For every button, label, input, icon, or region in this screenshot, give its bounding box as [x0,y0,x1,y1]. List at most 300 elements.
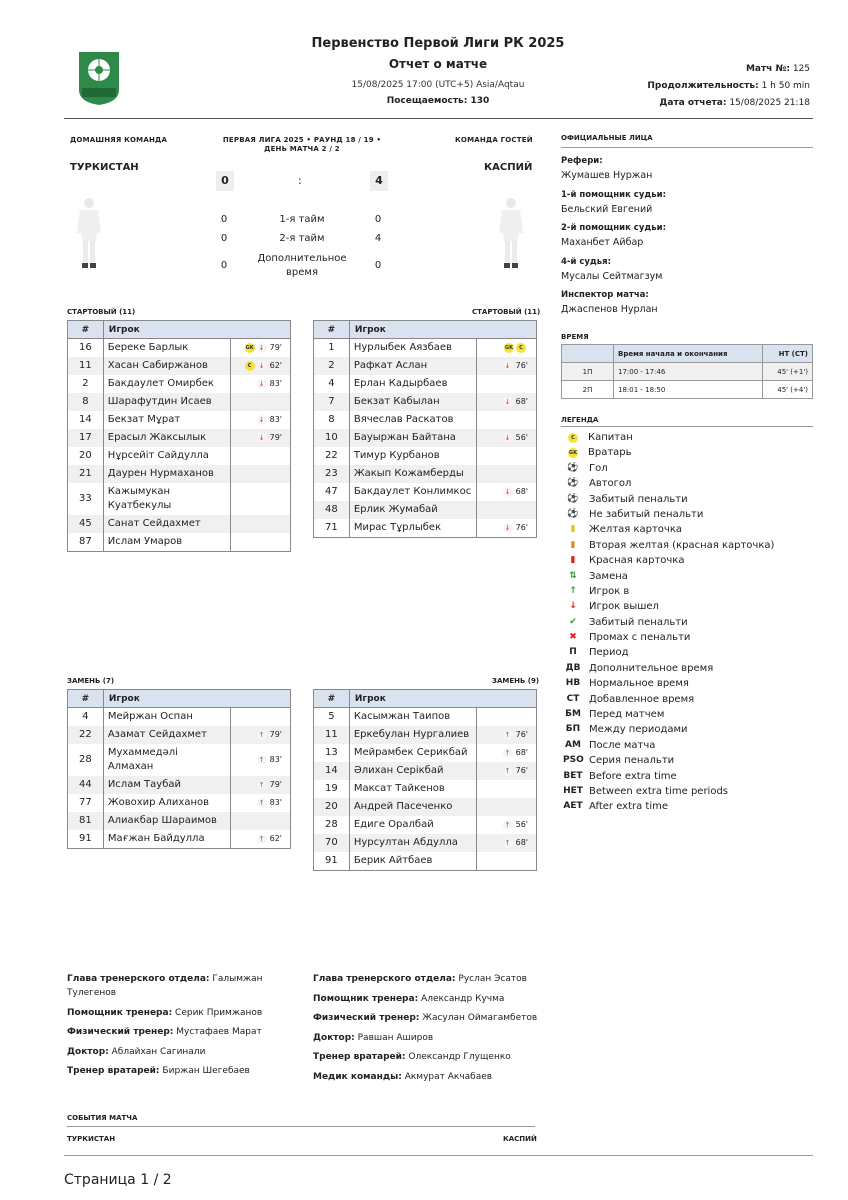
player-number: 48 [314,501,350,519]
legend-abbr: БМ [565,709,581,720]
time-row: 2П 18:01 - 18:50 45' (+4') [562,381,813,399]
legend-label: Before extra time [589,770,677,782]
legend-item [563,784,774,799]
player-events [477,762,537,780]
staff-role: Физический тренер: [313,1013,420,1023]
player-row [68,830,291,849]
legend-item [563,445,774,460]
player-row [314,726,537,744]
player-name: Еркебулан Нургалиев [349,726,476,744]
player-name: Тимур Курбанов [349,447,476,465]
staff-role: Медик команды: [313,1071,402,1082]
player-name: Андрей Пасеченко [349,798,476,816]
sub-minute: 56' [515,433,528,442]
player-number: 81 [68,812,104,830]
player-number: 70 [314,834,350,852]
legend-symbol-icon: ▮ [570,539,576,550]
player-name: Әлихан Серікбай [349,762,476,780]
home-starting-label: СТАРТОВЫЙ (11) [67,308,136,316]
period-2-label: 2-я тайм [279,233,325,244]
legend-abbr: БП [565,724,581,735]
staff-member [313,972,543,986]
player-events [477,339,537,358]
legend-label: Игрок в [589,585,630,597]
player-name: Шарафутдин Исаев [103,393,230,411]
player-row [68,794,291,812]
player-number: 14 [68,411,104,429]
legend-item [563,676,774,691]
player-number: 47 [314,483,350,501]
player-row [68,429,291,447]
player-row [68,375,291,393]
player-name: Ислам Умаров [103,533,230,552]
player-name: Кажымукан Куатбекулы [103,483,230,515]
away-starting-label: СТАРТОВЫЙ (11) [472,308,541,316]
report-subtitle: Отчет о матче [388,57,488,71]
legend-item [563,692,774,707]
legend-symbol-icon: ▮ [570,555,576,566]
legend-item [563,799,774,814]
player-number: 8 [314,411,350,429]
away-subs-label: ЗАМЕНЬ (9) [492,677,540,685]
player-name: Нурсултан Абдулла [349,834,476,852]
player-name: Ерасыл Жаксылык [103,429,230,447]
player-name: Бакдаулет Конлимкос [349,483,476,501]
player-events [477,411,537,429]
player-row [68,465,291,483]
home-period-1: 0 [220,214,228,225]
player-name: Едиге Оралбай [349,816,476,834]
player-number: 91 [314,852,350,871]
sub-minute: 62' [269,361,282,370]
official-name: Жумашев Нуржан [561,170,653,181]
sub-minute: 76' [515,361,528,370]
legend-item [563,430,774,445]
player-name: Рафкат Аслан [349,357,476,375]
legend-abbr: П [569,647,577,658]
player-out-icon: ↓ [503,361,513,371]
legend-item [563,492,774,507]
player-row [314,798,537,816]
sub-minute: 76' [515,766,528,775]
player-row [314,465,537,483]
staff-member [313,1050,543,1064]
away-subs-table: # Игрок 5 Касымжан Таипов 11 Еркебулан Нургалиев ↑ 76' 13 Мейрамбек Серикбай ↑ 68' 14 Әлихан Серікбай ↑ 76' 19 Максат Тайкенов 20 Андрей Пасеченко 28 Едиге Оралбай ↑ 56' 70 Нурсултан Абдулла ↑ 68' 91 Берик Айтбаев [313,689,537,871]
home-kit-figure [74,197,104,269]
legend-item [563,599,774,614]
legend-label: Серия пенальти [589,755,675,767]
player-in-icon: ↑ [503,838,513,848]
player-number: 44 [68,776,104,794]
player-number: 11 [314,726,350,744]
staff-name: Акмурат Акчабаев [404,1071,493,1082]
player-number: 5 [314,708,350,727]
official-role: Рефери: [561,156,603,166]
sub-minute: 68' [515,748,528,757]
goalkeeper-badge-icon: GK [505,344,513,351]
staff-name: Мустафаев Марат [176,1027,262,1037]
player-number: 23 [314,465,350,483]
legend-symbol-icon: ⚽ [567,462,579,473]
player-events [231,812,291,830]
legend-label: Перед матчем [589,709,665,721]
legend-label: Гол [589,462,608,474]
staff-member [313,1011,543,1025]
legend-symbol-icon: ⇅ [569,570,577,581]
player-events [231,411,291,429]
staff-name: Александр Кучма [421,993,505,1004]
staff-role: Доктор: [313,1032,355,1043]
staff-name: Аблайхан Сагинали [111,1046,206,1057]
legend-label: Период [589,647,629,659]
player-name: Касымжан Таипов [349,708,476,727]
player-in-icon: ↑ [257,730,267,740]
goalkeeper-badge-icon: GK [569,450,577,457]
legend-item [563,753,774,768]
player-name: Ерлан Кадырбаев [349,375,476,393]
player-number: 20 [314,798,350,816]
legend-abbr: BET [563,770,583,781]
player-events [231,830,291,849]
sub-minute: 79' [269,730,282,739]
player-name: Даурен Нурмаханов [103,465,230,483]
legend-item [563,522,774,537]
player-in-icon: ↑ [257,755,267,765]
legend-label: Нормальное время [589,678,689,690]
player-events [231,375,291,393]
player-row [314,780,537,798]
official-name: Маханбет Айбар [561,237,644,248]
player-out-icon: ↓ [257,343,267,353]
player-number: 77 [68,794,104,812]
sub-minute: 62' [269,834,282,843]
legend-label: Забитый пенальти [589,493,688,505]
time-table: Время начала и окончания HT (СТ) 1П 17:00 - 17:46 45' (+1') 2П 18:01 - 18:50 45' (+4') [561,344,813,399]
staff-role: Тренер вратарей: [67,1066,160,1076]
staff-role: Глава тренерского отдела: [313,974,456,984]
legend-item [563,722,774,737]
player-name: Мейрамбек Серикбай [349,744,476,762]
legend-symbol-icon: ▮ [570,524,576,535]
player-row [68,339,291,358]
player-name: Ислам Таубай [103,776,230,794]
player-in-icon: ↑ [503,730,513,740]
footer-divider [64,1155,813,1156]
player-out-icon: ↓ [257,379,267,389]
staff-role: Доктор: [67,1046,109,1057]
player-row [314,339,537,358]
legend-abbr: HET [563,785,583,796]
legend-symbol-icon: ⚽ [567,478,579,489]
home-score: 0 [216,171,234,191]
legend-item [563,476,774,491]
player-number: 10 [314,429,350,447]
staff-member [67,1064,287,1078]
match-number: Матч №: 125 [745,64,810,74]
legend-heading: ЛЕГЕНДА [561,416,599,424]
player-number: 17 [68,429,104,447]
player-name: Вячеслав Раскатов [349,411,476,429]
player-events [231,708,291,727]
player-events [231,447,291,465]
player-number: 19 [314,780,350,798]
period-extra-label: Дополнительное время [257,253,347,278]
player-events [231,483,291,515]
player-row [314,762,537,780]
player-events [477,780,537,798]
staff-member [67,1045,287,1059]
legend-item [563,769,774,784]
staff-name: Жасулан Оймагамбетов [422,1013,538,1023]
away-staff [313,972,543,1089]
player-name: Мағжан Байдулла [103,830,230,849]
player-number: 21 [68,465,104,483]
sub-minute: 83' [269,798,282,807]
legend-label: После матча [589,739,656,751]
legend-label: Автогол [589,478,632,490]
legend-symbol-icon: ⚽ [567,508,579,519]
player-events [477,393,537,411]
staff-role: Глава тренерского отдела: [67,974,210,984]
player-name: Санат Сейдахмет [103,515,230,533]
events-heading: СОБЫТИЯ МАТЧА [67,1114,138,1122]
officials-divider [561,147,813,148]
player-number: 1 [314,339,350,358]
player-row [314,411,537,429]
player-number: 8 [68,393,104,411]
legend-label: Дополнительное время [589,662,714,674]
player-row [68,708,291,727]
player-row [314,744,537,762]
legend-divider [561,426,813,427]
player-row [68,744,291,776]
player-name: Мирас Тұрлыбек [349,519,476,538]
player-out-icon: ↓ [257,361,267,371]
player-name: Мухаммедәлі Алмахан [103,744,230,776]
player-number: 2 [314,357,350,375]
player-number: 71 [314,519,350,538]
legend-label: Капитан [588,432,633,443]
home-team-label: ДОМАШНЯЯ КОМАНДА [70,136,168,144]
player-number: 22 [314,447,350,465]
player-row [314,519,537,538]
sub-minute: 79' [269,433,282,442]
match-duration: Продолжительность: 1 h 50 min [647,81,810,91]
away-kit-figure [496,197,526,269]
staff-name: Серик Примжанов [175,1007,263,1018]
time-heading: ВРЕМЯ [561,333,589,341]
official-role: 1-й помощник судьи: [561,189,666,200]
report-title: Первенство Первой Лиги РК 2025 [311,36,565,51]
player-events [231,533,291,552]
round-info: ПЕРВАЯ ЛИГА 2025 • РАУНД 18 / 19 • ДЕНЬ МАТЧА 2 / 2 [222,136,382,153]
player-events [477,834,537,852]
staff-member [67,1006,287,1020]
legend-item [563,645,774,660]
player-events [231,776,291,794]
legend-item [563,584,774,599]
player-number: 4 [314,375,350,393]
legend-list [563,430,774,815]
player-row [314,816,537,834]
player-events [477,357,537,375]
player-row [314,447,537,465]
home-team-name: ТУРКИСТАН [70,162,139,173]
time-row: 1П 17:00 - 17:46 45' (+1') [562,363,813,381]
captain-badge-icon: C [245,361,255,371]
legend-label: Не забитый пенальти [589,508,704,520]
player-in-icon: ↑ [503,766,513,776]
player-name: Берик Айтбаев [349,852,476,871]
legend-item [563,538,774,553]
officials-heading: ОФИЦИАЛЬНЫЕ ЛИЦА [561,134,653,142]
sub-minute: 83' [269,415,282,424]
player-row [68,726,291,744]
legend-item [563,553,774,568]
player-row [68,357,291,375]
player-name: Бакдаулет Омирбек [103,375,230,393]
staff-member [67,1025,287,1039]
score-separator: : [298,174,302,187]
legend-label: Красная карточка [589,555,685,567]
legend-label: Игрок вышел [589,601,659,613]
period-1-label: 1-я тайм [279,214,325,225]
player-number: 33 [68,483,104,515]
player-number: 28 [314,816,350,834]
player-number: 28 [68,744,104,776]
home-subs-table: # Игрок 4 Мейржан Оспан 22 Азамат Сейдахмет ↑ 79' 28 Мухаммедәлі Алмахан ↑ 83' 44 Ислам Таубай ↑ 79' 77 Жовохир Алиханов ↑ 83' 81 Алиакбар Шараимов 91 Мағжан Байдулла ↑ 62' [67,689,291,849]
player-out-icon: ↓ [503,433,513,443]
staff-role: Помощник тренера: [67,1007,173,1018]
sub-minute: 56' [515,820,528,829]
captain-badge-icon: C [516,343,526,353]
player-number: 45 [68,515,104,533]
player-row [314,501,537,519]
player-name: Хасан Сабиржанов [103,357,230,375]
player-events [477,483,537,501]
legend-label: Between extra time periods [589,785,729,797]
player-name: Азамат Сейдахмет [103,726,230,744]
legend-symbol-icon: ⚽ [567,493,579,504]
legend-item [563,615,774,630]
legend-item [563,507,774,522]
legend-label: After extra time [589,801,669,813]
legend-label: Забитый пенальти [589,616,688,628]
staff-member [313,992,543,1006]
player-events [477,465,537,483]
player-events [477,501,537,519]
legend-symbol-icon: ↑ [569,585,577,596]
legend-item [563,630,774,645]
player-events [477,726,537,744]
player-row [314,852,537,871]
player-events [477,429,537,447]
player-name: Жакып Кожамберды [349,465,476,483]
player-events [477,708,537,727]
player-events [477,519,537,538]
legend-label: Вратарь [588,447,632,459]
player-events [231,515,291,533]
away-period-1: 0 [374,214,382,225]
player-in-icon: ↑ [503,820,513,830]
staff-member [67,972,287,1000]
attendance: Посещаемость: 130 [386,96,490,106]
player-events [477,798,537,816]
events-divider [67,1126,535,1127]
player-out-icon: ↓ [503,487,513,497]
player-name: Жовохир Алиханов [103,794,230,812]
away-starting-table: # Игрок 1 Нурлыбек Аязбаев GK C 2 Рафкат Аслан ↓ 76' 4 Ерлан Кадырбаев 7 Бекзат Кабылан ↓ 68' 8 Вячеслав Раскатов 10 Бауыржан Байтана ↓ 56' 22 Тимур Курбанов 23 Жакып Кожамберды 47 Бакдаулет Конлимкос ↓ 68' 48 Ерлик Жумабай 71 Мирас Тұрлыбек ↓ 76' [313,320,537,538]
sub-minute: 68' [515,487,528,496]
player-number: 13 [314,744,350,762]
staff-role: Физический тренер: [67,1027,174,1037]
sub-minute: 76' [515,523,528,532]
player-events [231,429,291,447]
staff-member [313,1070,543,1084]
legend-item [563,461,774,476]
player-name: Ерлик Жумабай [349,501,476,519]
player-name: Алиакбар Шараимов [103,812,230,830]
player-row [314,429,537,447]
player-name: Нұрсейіт Сайдулла [103,447,230,465]
sub-minute: 68' [515,838,528,847]
player-row [314,393,537,411]
away-period-2: 4 [374,233,382,244]
player-events [477,816,537,834]
player-in-icon: ↑ [257,798,267,808]
home-subs-label: ЗАМЕНЬ (7) [67,677,115,685]
sub-minute: 79' [269,780,282,789]
player-row [314,708,537,727]
player-out-icon: ↓ [257,433,267,443]
staff-name: Олександр Глущенко [408,1052,511,1062]
official-role: Инспектор матча: [561,290,649,300]
home-period-extra: 0 [220,260,228,271]
official-name: Мусалы Сейтмагзум [561,270,663,282]
legend-label: Желтая карточка [589,524,682,536]
player-number: 22 [68,726,104,744]
legend-symbol-icon: ✖ [569,632,577,643]
staff-name: Руслан Эсатов [458,974,527,984]
staff-name: Галымжан Тулегенов [67,974,263,998]
player-events [231,465,291,483]
player-row [68,447,291,465]
player-number: 11 [68,357,104,375]
player-name: Бекзат Кабылан [349,393,476,411]
staff-role: Тренер вратарей: [313,1052,406,1062]
player-in-icon: ↑ [257,834,267,844]
legend-label: Промах с пенальти [589,632,691,644]
sub-minute: 83' [269,755,282,764]
legend-abbr: ДВ [565,662,581,673]
away-team-label: КОМАНДА ГОСТЕЙ [455,136,533,144]
legend-symbol-icon: ✔ [569,616,577,627]
away-period-extra: 0 [374,260,382,271]
official-name: Бельский Евгений [561,203,653,215]
player-name: Мейржан Оспан [103,708,230,727]
player-number: 91 [68,830,104,849]
official-name: Джаспенов Нурлан [561,304,658,315]
sub-minute: 83' [269,379,282,388]
player-events [477,447,537,465]
player-number: 4 [68,708,104,727]
legend-item [563,707,774,722]
player-events [231,794,291,812]
player-events [231,726,291,744]
official-role: 2-й помощник судьи: [561,223,666,233]
home-starting-table: # Игрок 16 Береке Барлык GK ↓ 79' 11 Хасан Сабиржанов C ↓ 62' 2 Бакдаулет Омирбек ↓ 83' 8 Шарафутдин Исаев 14 Бекзат Мұрат ↓ 83' 17 Ерасыл Жаксылык ↓ 79' 20 Нұрсейіт Сайдулла 21 Даурен Нурмаханов 33 Кажымукан Куатбекулы 45 Санат Сейдахмет 87 Ислам Умаров [67,320,291,552]
player-events [231,357,291,375]
